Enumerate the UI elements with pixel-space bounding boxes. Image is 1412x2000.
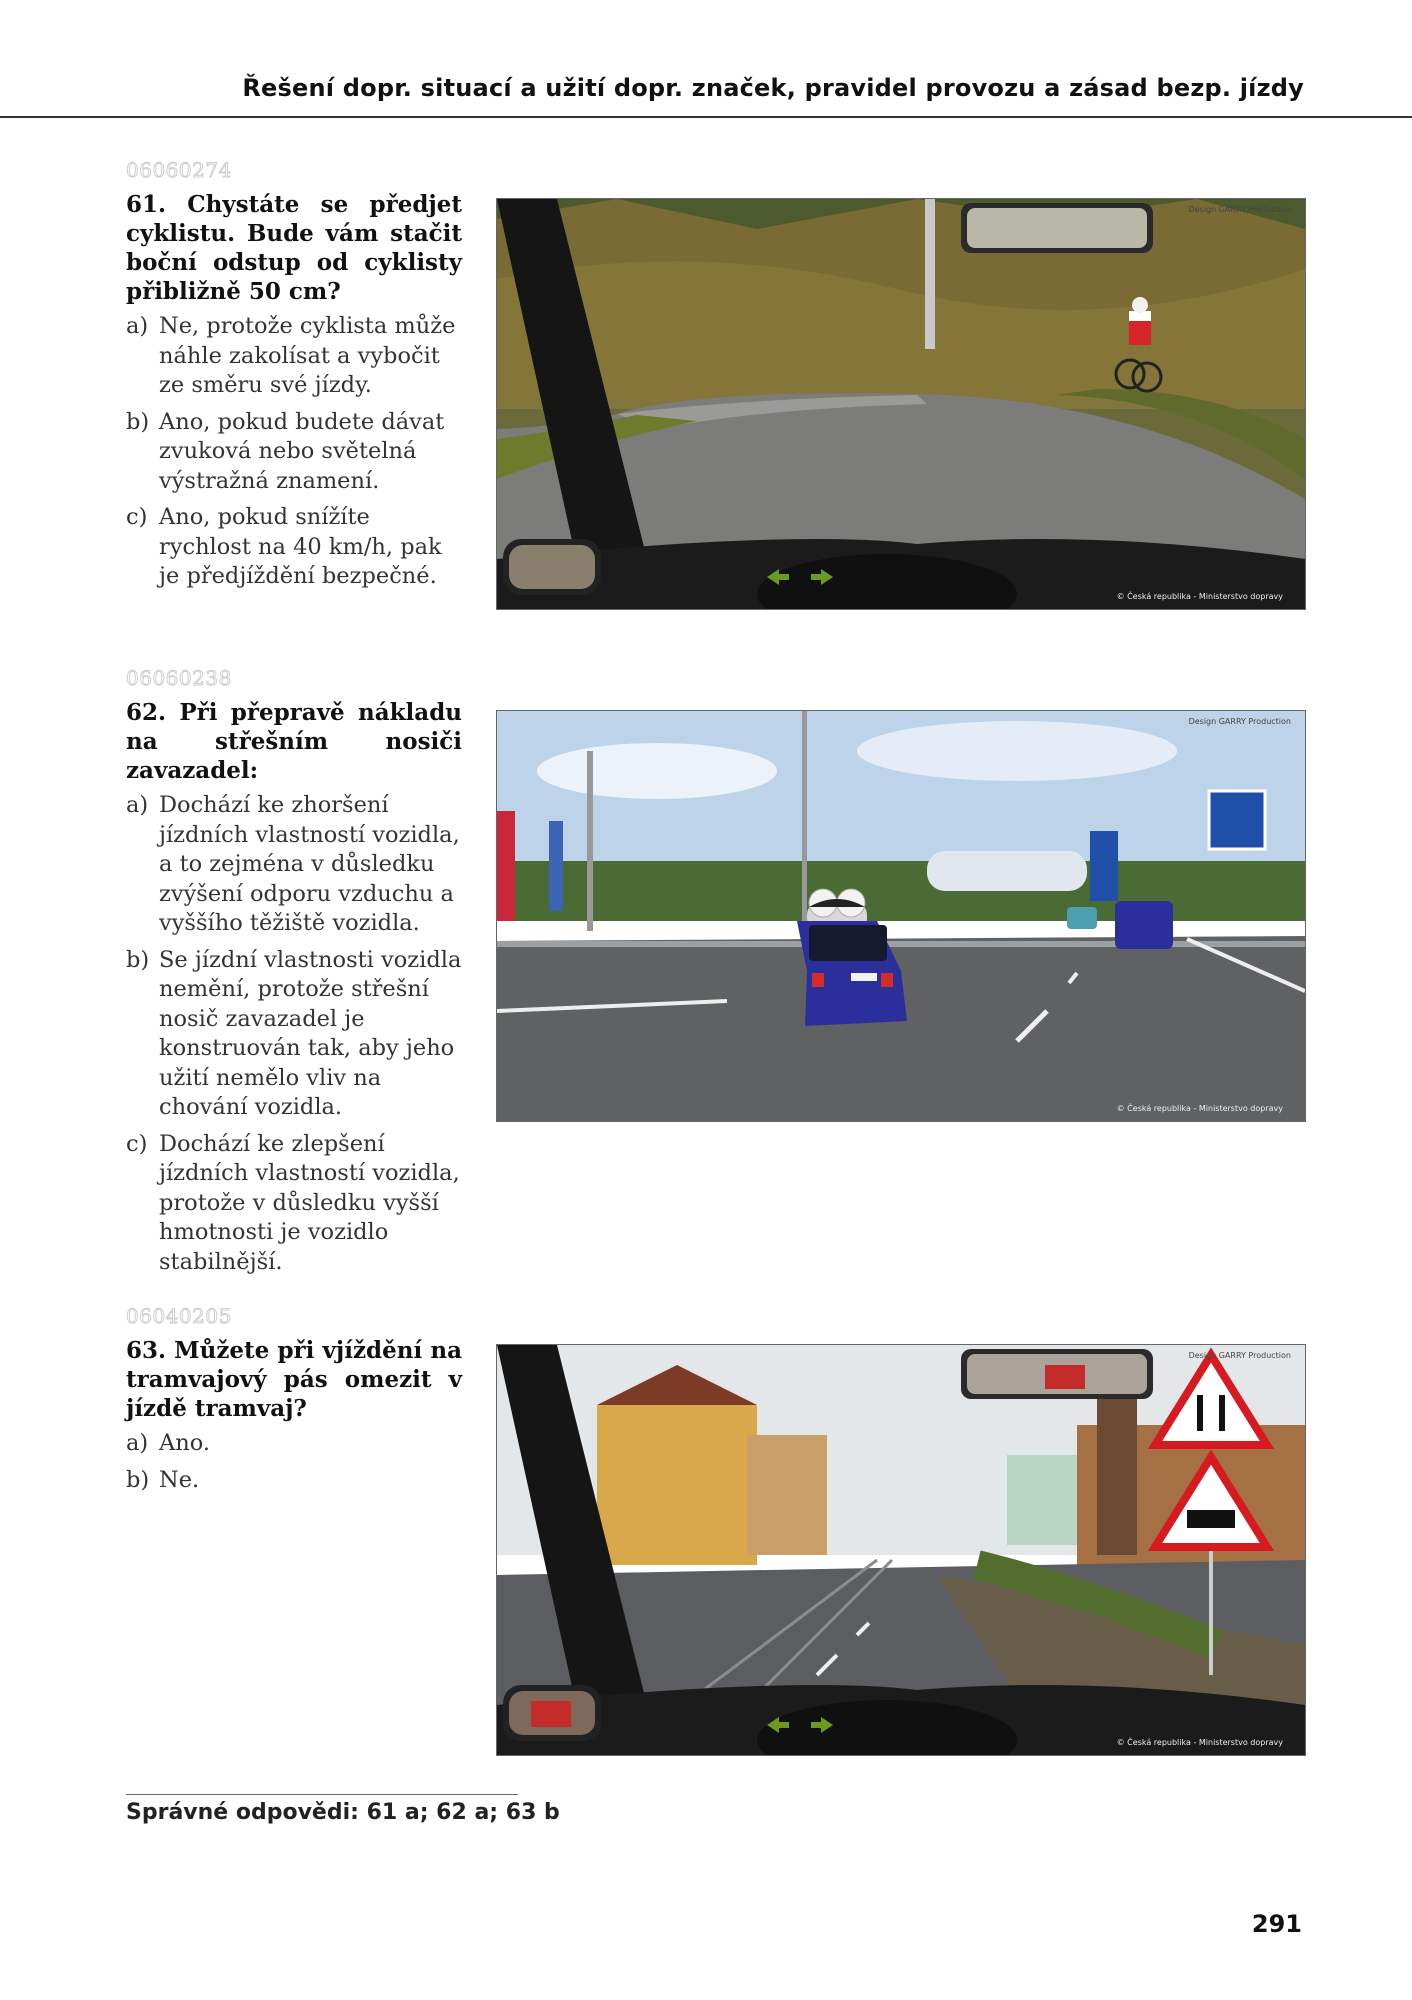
photo-tram-illustration xyxy=(497,1345,1305,1755)
answer-option[interactable] xyxy=(126,1429,462,1459)
photo-tram-lane xyxy=(496,1344,1306,1756)
photo-design-credit: Design GARRY Production xyxy=(1188,1351,1291,1360)
photo-roof-rack-car xyxy=(496,710,1306,1122)
answer-list xyxy=(126,1429,462,1495)
answer-letter: a) xyxy=(126,1430,149,1456)
answer-option[interactable] xyxy=(126,503,462,592)
answer-option[interactable] xyxy=(126,791,462,939)
answer-letter: b) xyxy=(126,1466,150,1493)
answer-text: Ano, pokud snížíte rychlost na 40 km/h, pak je předjíždění bezpečné. xyxy=(159,504,442,589)
question-text: 63. Můžete při vjíždění na tramvajový pás omezit v jízdě tramvaj? xyxy=(126,1337,462,1422)
running-header: Řešení dopr. situací a užití dopr. značek, pravidel provozu a zásad bezp. jízdy xyxy=(242,74,1304,102)
answer-option[interactable] xyxy=(126,1466,462,1496)
answer-letter: a) xyxy=(126,792,149,818)
photo-cyclist-illustration xyxy=(497,199,1305,609)
question-63 xyxy=(126,1336,462,1502)
question-62 xyxy=(126,698,462,1284)
answer-text: Dochází ke zhoršení jízdních vlastností vozidla, a to zejména v důsledku zvýšení odporu vzduchu a vyššího těžiště vozidla. xyxy=(159,792,460,936)
question-61 xyxy=(126,190,462,599)
answers-divider xyxy=(126,1794,518,1795)
photo-highway-illustration xyxy=(497,711,1305,1121)
answer-text: Ne. xyxy=(159,1466,200,1493)
question-text: 61. Chystáte se předjet cyklistu. Bude vám stačit boční odstup od cyklisty přibližně 50 cm? xyxy=(126,191,462,305)
answer-letter: c) xyxy=(126,504,148,530)
correct-answers: Správné odpovědi: 61 a; 62 a; 63 b xyxy=(126,1800,560,1825)
photo-copyright: © Česká republika - Ministerstvo dopravy xyxy=(1116,1104,1283,1113)
answer-text: Dochází ke zlepšení jízdních vlastností vozidla, protože v důsledku vyšší hmotnosti je vozidlo stabilnější. xyxy=(159,1130,460,1275)
question-code: 06060274 xyxy=(126,158,232,182)
answer-option[interactable] xyxy=(126,946,462,1123)
answer-option[interactable] xyxy=(126,1130,462,1278)
answer-letter: b) xyxy=(126,408,150,435)
answer-option[interactable] xyxy=(126,408,462,497)
question-text: 62. Při přepravě nákladu na střešním nosiči zavazadel: xyxy=(126,699,462,784)
photo-copyright: © Česká republika - Ministerstvo dopravy xyxy=(1116,592,1283,601)
answer-option[interactable] xyxy=(126,312,462,401)
answer-text: Ne, protože cyklista může náhle zakolísat a vybočit ze směru své jízdy. xyxy=(159,313,456,398)
answer-text: Se jízdní vlastnosti vozidla nemění, protože střešní nosič zavazadel je konstruován tak, aby jeho užití nemělo vliv na chování vozidla. xyxy=(159,946,462,1120)
answer-list xyxy=(126,312,462,592)
answer-letter: b) xyxy=(126,946,150,973)
page-number: 291 xyxy=(1251,1910,1302,1938)
photo-design-credit: Design GARRY Production xyxy=(1188,717,1291,726)
answer-list xyxy=(126,791,462,1277)
question-code: 06060238 xyxy=(126,666,232,690)
answer-letter: c) xyxy=(126,1130,148,1157)
answer-letter: a) xyxy=(126,313,149,339)
header-divider xyxy=(0,116,1412,118)
question-code: 06040205 xyxy=(126,1304,232,1328)
photo-design-credit: Design GARRY Production xyxy=(1188,205,1291,214)
answer-text: Ano, pokud budete dávat zvuková nebo světelná výstražná znamení. xyxy=(159,408,445,494)
photo-cyclist-road xyxy=(496,198,1306,610)
photo-copyright: © Česká republika - Ministerstvo dopravy xyxy=(1116,1738,1283,1747)
answer-text: Ano. xyxy=(159,1430,211,1456)
